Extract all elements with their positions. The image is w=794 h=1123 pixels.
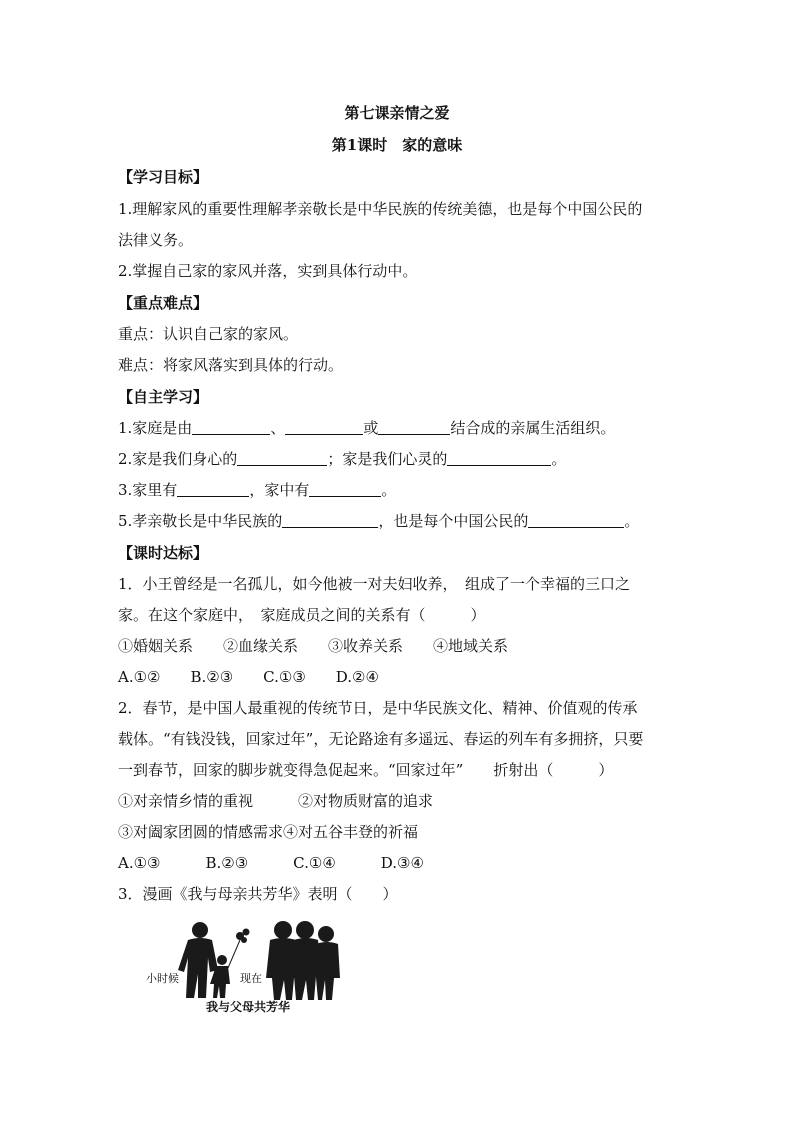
- q5-text-3: 。: [624, 512, 640, 530]
- q5-blank-1[interactable]: [282, 513, 378, 528]
- q2-text-2: ；家是我们心灵的: [327, 450, 448, 468]
- q1-blank-3[interactable]: [378, 420, 450, 435]
- objective-2: 2.掌握自己家的家风并落，实到具体行动中。: [118, 262, 418, 280]
- page-subtitle: 第1课时 家的意味: [331, 136, 463, 154]
- practice-q2-choices: A.①③ B.②③ C.①④ D.③④: [118, 854, 424, 872]
- q1-blank-2[interactable]: [285, 420, 363, 435]
- q5-text-2: ，也是每个中国公民的: [378, 512, 529, 530]
- q1-text-4: 结合成的亲属生活组织。: [450, 419, 616, 437]
- q3-blank-1[interactable]: [177, 482, 249, 497]
- cartoon-figure: [140, 918, 360, 1018]
- q2-text-3: 。: [551, 450, 567, 468]
- figure-caption: 我与父母共芳华: [206, 1000, 291, 1014]
- q5-blank-2[interactable]: [528, 513, 624, 528]
- practice-q1-line-2: 家。在这个家庭中， 家庭成员之间的关系有（ ）: [118, 606, 486, 624]
- practice-q3-line-1: 3．漫画《我与母亲共芳华》表明（ ）: [118, 885, 398, 903]
- objectives-heading: 【学习目标】: [118, 168, 209, 186]
- q1-text-3: 或: [363, 419, 379, 437]
- key-point: 重点：认识自己家的家风。: [118, 325, 299, 343]
- self-study-q5: [118, 510, 639, 531]
- self-study-q1: [118, 417, 615, 438]
- objective-1-line-1: 1.理解家风的重要性理解孝亲敬长是中华民族的传统美德，也是每个中国公民的: [118, 200, 643, 218]
- page-title: 第七课亲情之爱: [344, 104, 450, 122]
- practice-q1-choices: A.①② B.②③ C.①③ D.②④: [118, 668, 379, 686]
- figure-label-past: 小时候: [146, 972, 179, 985]
- q3-text-2: ，家中有: [249, 481, 310, 499]
- q2-blank-1[interactable]: [237, 451, 327, 466]
- practice-q1-options: ①婚姻关系 ②血缘关系 ③收养关系 ④地域关系: [118, 637, 509, 655]
- difficulty-point: 难点：将家风落实到具体的行动。: [118, 356, 344, 374]
- q1-text-2: 、: [270, 419, 286, 437]
- practice-q2-line-1: 2．春节，是中国人最重视的传统节日，是中华民族文化、精神、价值观的传承: [118, 699, 638, 717]
- practice-q2-options-2: ③对阖家团圆的情感需求④对五谷丰登的祈福: [118, 823, 419, 841]
- q2-blank-2[interactable]: [447, 451, 551, 466]
- practice-q2-line-3: 一到春节，回家的脚步就变得急促起来。“回家过年” 折射出（ ）: [118, 761, 614, 779]
- q5-text-1: 5.孝亲敬长是中华民族的: [118, 512, 283, 530]
- q1-blank-1[interactable]: [192, 420, 270, 435]
- practice-q1-line-1: 1．小王曾经是一名孤儿，如今他被一对夫妇收养， 组成了一个幸福的三口之: [118, 575, 631, 593]
- q2-text-1: 2.家是我们身心的: [118, 450, 238, 468]
- q3-text-1: 3.家里有: [118, 481, 178, 499]
- q3-blank-2[interactable]: [309, 482, 381, 497]
- self-study-q3: [118, 479, 396, 500]
- objective-1-line-2: 法律义务。: [118, 231, 194, 249]
- self-study-q2: [118, 448, 566, 469]
- practice-heading: 【课时达标】: [118, 544, 209, 562]
- practice-q2-line-2: 载体。“有钱没钱，回家过年”，无论路途有多遥远、春运的列车有多拥挤，只要: [118, 730, 644, 748]
- q3-text-3: 。: [381, 481, 397, 499]
- key-points-heading: 【重点难点】: [118, 294, 209, 312]
- self-study-heading: 【自主学习】: [118, 388, 209, 406]
- q1-text-1: 1.家庭是由: [118, 419, 193, 437]
- practice-q2-options-1: ①对亲情乡情的重视 ②对物质财富的追求: [118, 792, 434, 810]
- figure-label-now: 现在: [240, 972, 262, 985]
